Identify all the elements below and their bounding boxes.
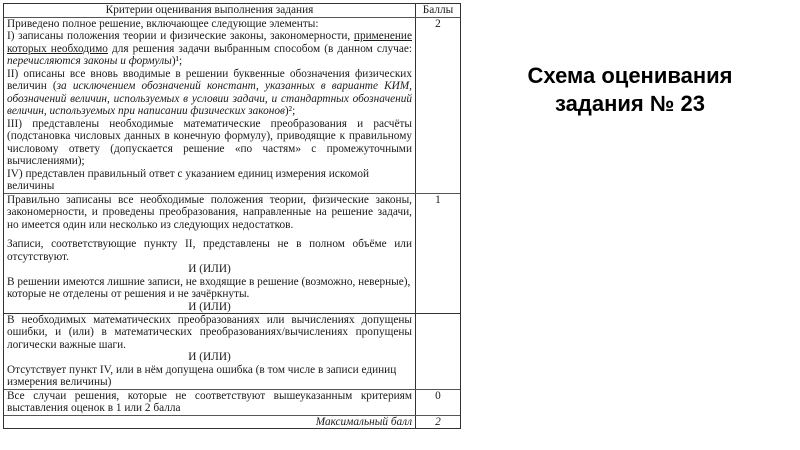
- criteria-line: [7, 206, 412, 219]
- max-score-label: Максимальный балл: [315, 415, 412, 428]
- table-row: [4, 17, 460, 193]
- criteria-line: [7, 314, 412, 327]
- criteria-text: IV) представлен правильный ответ с указанием единиц измерения искомой: [7, 167, 370, 180]
- criteria-line: [7, 155, 412, 168]
- criteria-text: И (ИЛИ): [188, 300, 231, 313]
- score-cell: [416, 314, 460, 389]
- max-score-value: 2: [435, 415, 441, 428]
- criteria-text: числовому ответу (допускается решение «по частям» с промежуточными: [7, 142, 412, 155]
- criteria-text: (подстановка числовых данных в конечную формулу), приводящие к правильному: [7, 130, 412, 142]
- criteria-line: [7, 402, 412, 415]
- criteria-line: [7, 251, 412, 264]
- criteria-line: [7, 18, 412, 31]
- table-row: [4, 314, 460, 389]
- score-cell: 2: [435, 17, 441, 30]
- criteria-text: но имеется один или несколько из следующих недостатков.: [7, 218, 294, 231]
- table-row: [4, 389, 460, 415]
- criteria-cell: [4, 18, 416, 193]
- criteria-text: отсутствуют.: [7, 250, 69, 263]
- criteria-line: [7, 326, 412, 339]
- criteria-text: Приведено полное решение, включающее следующие элементы:: [7, 17, 319, 30]
- criteria-line: [7, 55, 412, 68]
- slide-title: [490, 62, 770, 118]
- criteria-text: которые не отделены от решения и не зачёркнуты.: [7, 288, 250, 300]
- criteria-text: I) записаны положения теории и физические законы, закономерности,: [7, 30, 354, 42]
- criteria-line: [7, 194, 412, 207]
- criteria-text: И (ИЛИ): [188, 263, 231, 275]
- criteria-text: обозначений величин, используемых в условии задачи, и стандартных обозначений: [7, 92, 412, 105]
- criteria-text: величин, используемых при написании физических законов: [7, 105, 285, 117]
- score-header: Баллы: [422, 4, 454, 16]
- criteria-line: [7, 80, 412, 93]
- criteria-line: [7, 390, 412, 403]
- criteria-text: Все случаи решения, которые не соответствуют вышеуказанным критериям: [7, 389, 412, 402]
- criteria-text: за исключением обозначений констант, указанных в варианте КИМ,: [56, 80, 412, 92]
- criteria-text: Правильно записаны все необходимые положения теории, физические законы,: [7, 193, 412, 206]
- criteria-table-continued: [3, 313, 461, 430]
- criteria-line: [7, 263, 412, 276]
- score-cell: 0: [435, 389, 441, 402]
- criteria-text: логически важные шаги.: [7, 338, 127, 351]
- criteria-cell: [4, 390, 416, 415]
- criteria-text: В необходимых математических преобразованиях или вычислениях допущены: [7, 313, 412, 326]
- criteria-line: [7, 339, 412, 352]
- criteria-line: [7, 30, 412, 43]
- criteria-line: [7, 43, 412, 56]
- criteria-cell: [4, 194, 416, 314]
- criteria-line: [7, 301, 412, 314]
- criteria-line: [7, 68, 412, 81]
- criteria-text: измерения величины): [7, 376, 112, 388]
- criteria-line: [7, 219, 412, 232]
- max-score-label-cell: [4, 416, 416, 429]
- slide-title-line-2: задания № 23: [555, 91, 705, 116]
- criteria-text: применение: [353, 30, 412, 42]
- criteria-line: [7, 231, 412, 238]
- criteria-line: [7, 168, 412, 181]
- criteria-text: И (ИЛИ): [188, 351, 231, 363]
- criteria-line: [7, 364, 412, 377]
- criteria-header: Критерии оценивания выполнения задания: [4, 4, 416, 17]
- table-row: [4, 193, 460, 314]
- criteria-line: [7, 93, 412, 106]
- criteria-line: [7, 288, 412, 301]
- criteria-line: [7, 351, 412, 364]
- criteria-tables: [3, 3, 461, 429]
- table-header-row: [4, 4, 460, 17]
- criteria-cell: [4, 314, 416, 389]
- criteria-line: [7, 276, 412, 289]
- criteria-text: закономерности, и проведены преобразования, направленные на решение задачи,: [7, 206, 412, 218]
- criteria-text: для решения задачи выбранным способом (в данном случае:: [107, 42, 412, 55]
- criteria-text: Записи, соответствующие пункту II, представлены не в полном объёме или: [7, 238, 412, 250]
- criteria-text: )²;: [284, 105, 296, 117]
- criteria-line: [7, 105, 412, 118]
- criteria-text: )¹;: [171, 55, 183, 67]
- slide-title-line-1: Схема оценивания: [527, 63, 733, 88]
- criteria-text: ошибки, и (или) в математических преобразованиях/вычислениях пропущены: [7, 326, 412, 338]
- criteria-text: величины: [7, 180, 55, 192]
- score-cell: 1: [435, 193, 441, 206]
- criteria-text: выставления оценок в 1 или 2 балла: [7, 402, 181, 414]
- criteria-text: В решении имеются лишние записи, не входящие в решение (возможно, неверные),: [7, 275, 411, 288]
- criteria-text: которых необходимо: [7, 42, 108, 55]
- criteria-text: II) описаны все вновь вводимые в решении буквенные обозначения физических: [7, 67, 412, 80]
- criteria-text: перечисляются законы и формулы: [7, 55, 172, 67]
- criteria-text: вычислениями);: [7, 155, 85, 167]
- criteria-line: [7, 143, 412, 156]
- criteria-text: III) представлены необходимые математические преобразования и расчёты: [7, 117, 412, 130]
- criteria-line: [7, 238, 412, 251]
- criteria-line: [7, 130, 412, 143]
- criteria-line: [7, 376, 412, 389]
- max-score-row: [4, 415, 460, 429]
- criteria-text: Отсутствует пункт IV, или в нём допущена ошибка (в том числе в записи единиц: [7, 363, 397, 376]
- criteria-text: величин (: [7, 80, 57, 92]
- criteria-table: [3, 3, 461, 314]
- criteria-line: [7, 118, 412, 131]
- criteria-line: [7, 180, 412, 193]
